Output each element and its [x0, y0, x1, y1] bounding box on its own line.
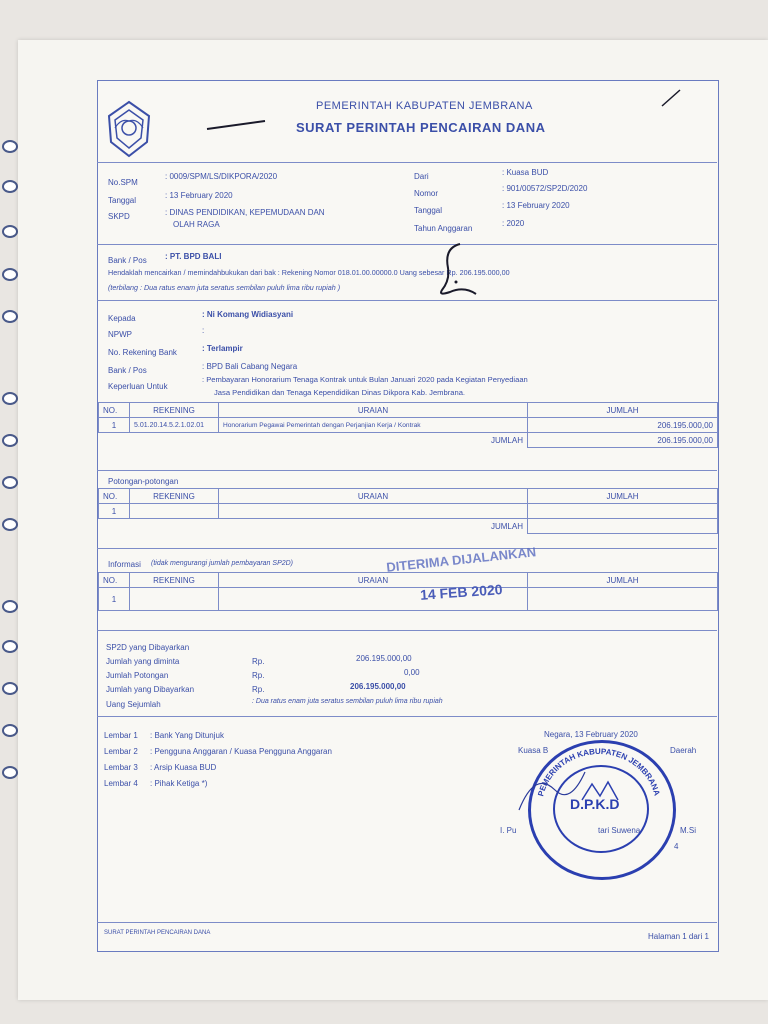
binder-ring: [2, 766, 18, 779]
table-row: [99, 418, 718, 433]
binder-ring: [2, 640, 18, 653]
table-cell: [130, 588, 219, 611]
regency-crest-icon: [103, 98, 155, 160]
skpd-value: : DINAS PENDIDIKAN, KEPEMUDAAN DAN: [165, 208, 325, 217]
divider: [97, 470, 717, 471]
table-cell: 5.01.20.14.5.2.1.02.01: [130, 418, 219, 433]
tahun-anggaran-value: : 2020: [502, 219, 525, 228]
keperluan-value: : Pembayaran Honorarium Tenaga Kontrak untuk Bulan Januari 2020 pada Kegiatan Penyediaan: [202, 375, 528, 384]
skpd-label: SKPD: [108, 212, 130, 221]
signature-scribble: [420, 240, 480, 298]
table-header-row: [99, 489, 718, 504]
table-cell: Honorarium Pegawai Pemerintah dengan Perjanjian Kerja / Kontrak: [219, 418, 528, 433]
divider: [97, 922, 717, 923]
table-cell: [130, 504, 219, 519]
footer-left: SURAT PERINTAH PENCAIRAN DANA: [104, 930, 211, 936]
col-header: REKENING: [130, 403, 219, 418]
total-label: JUMLAH: [99, 433, 528, 448]
binder-ring: [2, 476, 18, 489]
tanggal-spm-label: Tanggal: [108, 196, 137, 205]
pen-stroke: [660, 88, 684, 108]
col-header: URAIAN: [219, 489, 528, 504]
npwp-label: NPWP: [108, 330, 132, 339]
dibayarkan-value: 206.195.000,00: [350, 682, 406, 691]
dibayarkan-label: Jumlah yang Dibayarkan: [106, 685, 195, 694]
pen-stroke: [205, 115, 285, 135]
signer-name-prefix: I. Pu: [500, 826, 517, 835]
table-cell: 1: [99, 418, 130, 433]
bank-value: : PT. BPD BALI: [165, 252, 222, 261]
signer-name-suffix: M.Si: [680, 826, 696, 835]
lembar-1-label: Lembar 1: [104, 731, 138, 740]
lembar-4-label: Lembar 4: [104, 779, 138, 788]
total-value: 206.195.000,00: [528, 433, 718, 448]
sejumlah-value: : Dua ratus enam juta seratus sembilan puluh lima ribu rupiah: [252, 698, 443, 705]
lembar-1-value: : Bank Yang Ditunjuk: [150, 731, 224, 740]
rp-label: Rp.: [252, 685, 265, 694]
page-number: Halaman 1 dari 1: [648, 932, 709, 941]
col-header: NO.: [99, 489, 130, 504]
rp-label: Rp.: [252, 657, 265, 666]
binder-ring: [2, 268, 18, 281]
dari-value: : Kuasa BUD: [502, 168, 549, 177]
lembar-2-label: Lembar 2: [104, 747, 138, 756]
instruction-text: Hendaklah mencairkan / memindahbukukan dari bak : Rekening Nomor 018.01.00.00000.0 Uang sebesar Rp. 206.195.000,00: [108, 268, 510, 277]
signer-role-suffix: Daerah: [670, 746, 697, 755]
table-header-row: [99, 573, 718, 588]
binder-ring: [2, 225, 18, 238]
tanggal-spm-value: : 13 February 2020: [165, 191, 233, 200]
col-header: JUMLAH: [528, 489, 718, 504]
summary-title: SP2D yang Dibayarkan: [106, 643, 190, 652]
sejumlah-label: Uang Sejumlah: [106, 700, 161, 709]
table-total-row: [99, 519, 718, 534]
binder-ring: [2, 724, 18, 737]
rekening-value: : Terlampir: [202, 344, 243, 353]
jumlah-diminta-value: 206.195.000,00: [356, 654, 412, 663]
no-spm-value: : 0009/SPM/LS/DIKPORA/2020: [165, 172, 278, 181]
lembar-3-label: Lembar 3: [104, 763, 138, 772]
col-header: URAIAN: [219, 573, 528, 588]
dari-label: Dari: [414, 172, 429, 181]
binder-ring: [2, 434, 18, 447]
tanggal-sp2d-value: : 13 February 2020: [502, 201, 570, 210]
binder-ring: [2, 392, 18, 405]
table-cell: 206.195.000,00: [528, 418, 718, 433]
tahun-anggaran-label: Tahun Anggaran: [414, 224, 473, 233]
binder-ring: [2, 140, 18, 153]
col-header: JUMLAH: [528, 403, 718, 418]
total-label: JUMLAH: [99, 519, 528, 534]
divider: [97, 548, 717, 549]
binder-ring: [2, 682, 18, 695]
table-row: [99, 504, 718, 519]
jumlah-diminta-label: Jumlah yang diminta: [106, 657, 180, 666]
header-government: PEMERINTAH KABUPATEN JEMBRANA: [316, 100, 533, 112]
table-cell: [528, 588, 718, 611]
table-header-row: [99, 403, 718, 418]
col-header: REKENING: [130, 489, 219, 504]
divider: [97, 300, 717, 301]
rp-label: Rp.: [252, 671, 265, 680]
bank-pos-label: Bank / Pos: [108, 366, 147, 375]
divider: [97, 162, 717, 163]
lembar-4-value: : Pihak Ketiga *): [150, 779, 208, 788]
col-header: NO.: [99, 573, 130, 588]
table-cell: [528, 504, 718, 519]
no-spm-label: No.SPM: [108, 178, 138, 187]
informasi-title: Informasi: [108, 560, 141, 569]
binder-ring: [2, 310, 18, 323]
signature-scribble: [515, 760, 595, 820]
potongan-total-label: Jumlah Potongan: [106, 671, 169, 680]
bank-label: Bank / Pos: [108, 256, 147, 265]
total-value: [528, 519, 718, 534]
page-title: SURAT PERINTAH PENCAIRAN DANA: [296, 120, 546, 135]
place-date: Negara, 13 February 2020: [544, 730, 638, 739]
col-header: JUMLAH: [528, 573, 718, 588]
potongan-title: Potongan-potongan: [108, 477, 179, 486]
binder-ring: [2, 518, 18, 531]
divider: [97, 716, 717, 717]
rekening-label: No. Rekening Bank: [108, 348, 177, 357]
table-cell: [219, 504, 528, 519]
received-stamp-title: DITERIMA DIJALANKAN: [385, 544, 537, 575]
col-header: URAIAN: [219, 403, 528, 418]
table-row: [99, 588, 718, 611]
kepada-label: Kepada: [108, 314, 136, 323]
nomor-value: : 901/00572/SP2D/2020: [502, 184, 588, 193]
binder-ring: [2, 600, 18, 613]
received-stamp-date: 14 FEB 2020: [419, 581, 503, 603]
keperluan-value-cont: Jasa Pendidikan dan Tenaga Kependidikan Dinas Dikpora Kab. Jembrana.: [214, 388, 466, 397]
kepada-value: : Ni Komang Widiasyani: [202, 310, 294, 319]
informasi-note: (tidak mengurangi jumlah pembayaran SP2D): [151, 560, 294, 567]
divider: [97, 244, 717, 245]
skpd-value-cont: OLAH RAGA: [173, 220, 220, 229]
divider: [97, 630, 717, 631]
lembar-2-value: : Pengguna Anggaran / Kuasa Pengguna Anggaran: [150, 747, 332, 756]
potongan-total-value: 0,00: [404, 668, 420, 677]
table-cell: 1: [99, 588, 130, 611]
seal-ring-label: PEMERINTAH KABUPATEN JEMBRANA: [536, 746, 662, 798]
seal-center-text: D.P.K.D: [570, 796, 620, 812]
lembar-3-value: : Arsip Kuasa BUD: [150, 763, 217, 772]
tanggal-sp2d-label: Tanggal: [414, 206, 443, 215]
table-cell: 1: [99, 504, 130, 519]
informasi-table: [98, 572, 718, 611]
bank-pos-value: : BPD Bali Cabang Negara: [202, 362, 298, 371]
signer-role-prefix: Kuasa B: [518, 746, 549, 755]
col-header: NO.: [99, 403, 130, 418]
table-total-row: [99, 433, 718, 448]
rekening-table: [98, 402, 718, 448]
nomor-label: Nomor: [414, 189, 439, 198]
npwp-value: :: [202, 326, 205, 335]
keperluan-label: Keperluan Untuk: [108, 382, 168, 391]
signer-name-mid: tari Suwena: [598, 826, 641, 835]
terbilang-text: (terbilang : Dua ratus enam juta seratus sembilan puluh lima ribu rupiah ): [108, 283, 341, 292]
col-header: REKENING: [130, 573, 219, 588]
signer-nip-fragment: 4: [674, 842, 679, 851]
potongan-table: [98, 488, 718, 534]
binder-ring: [2, 180, 18, 193]
